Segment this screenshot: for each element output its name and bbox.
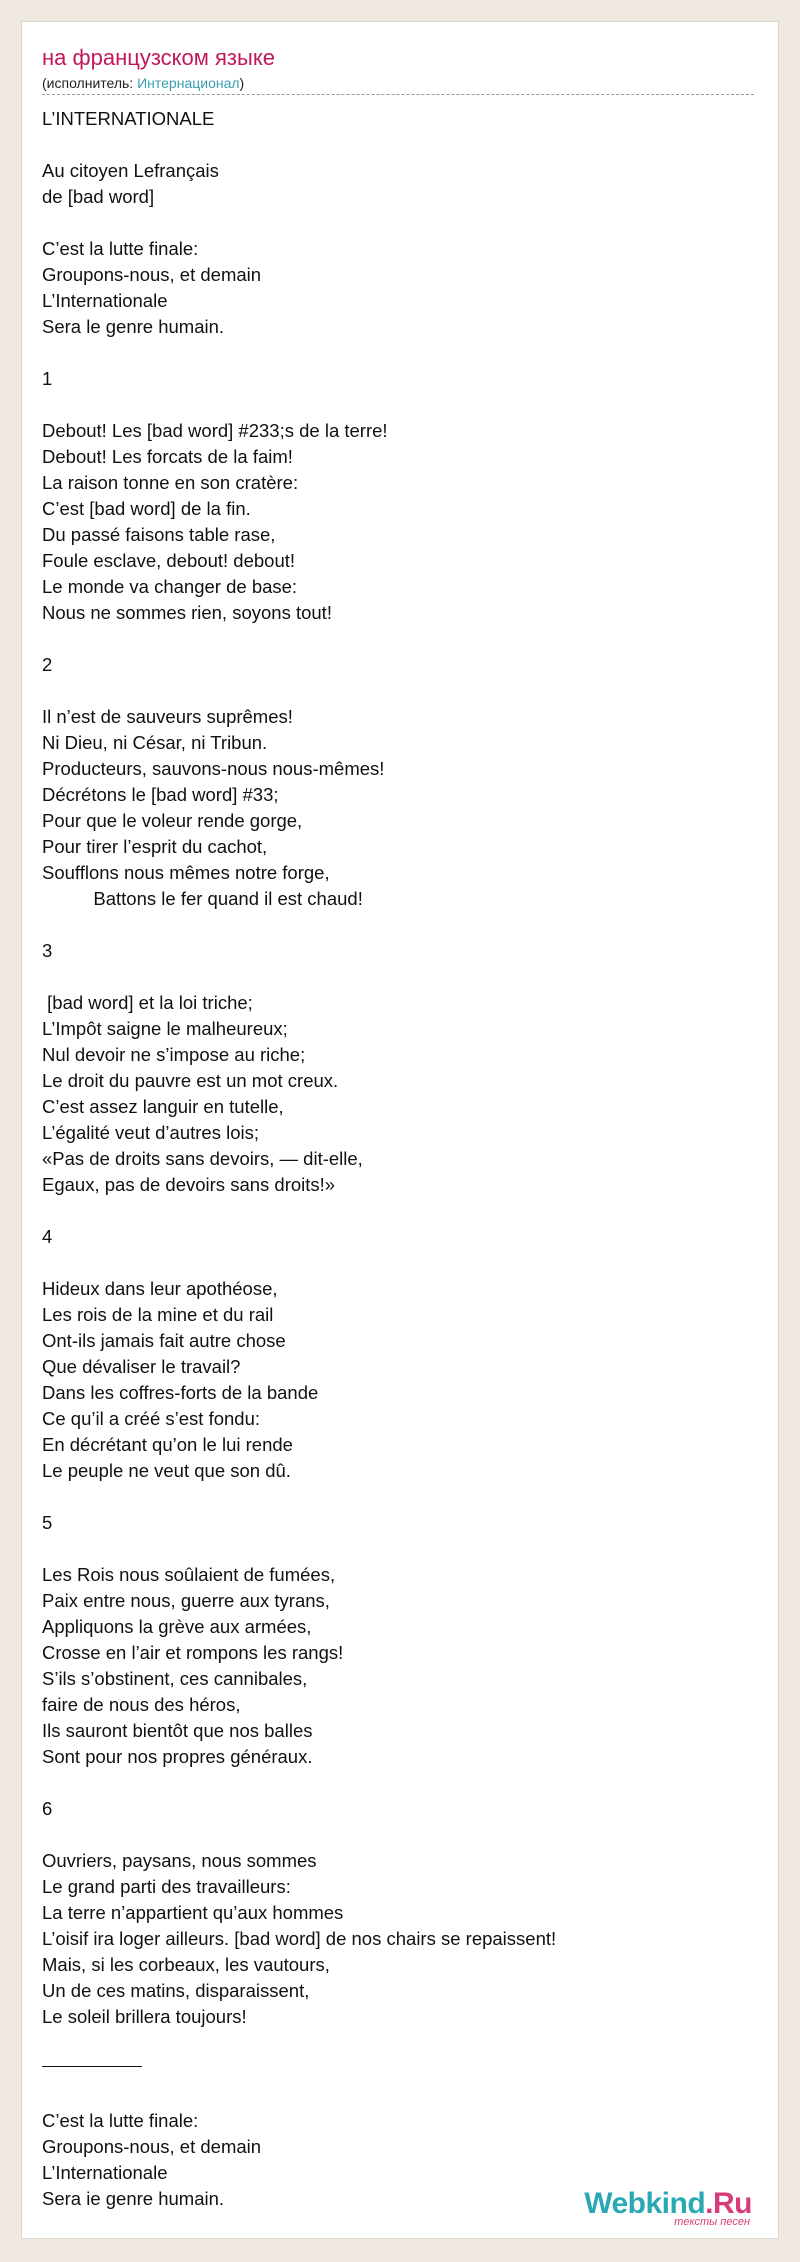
lyric-line xyxy=(42,2030,742,2056)
lyric-line: Battons le fer quand il est chaud! xyxy=(42,888,363,909)
logo-name: Webkind xyxy=(584,2187,706,2220)
page-title: на французском языке xyxy=(42,45,275,70)
lyric-line xyxy=(42,132,742,158)
site-logo[interactable] xyxy=(584,2188,752,2228)
lyric-line: Sera le genre humain. xyxy=(42,316,225,337)
lyric-line: Sera ie genre humain. xyxy=(42,2188,225,2209)
lyric-line: 1 xyxy=(42,368,53,389)
lyric-line xyxy=(42,1484,742,1510)
lyric-line: 5 xyxy=(42,1512,53,1533)
lyric-line: L’Internationale xyxy=(42,290,168,311)
header-divider xyxy=(42,94,754,95)
lyric-line: S’ils s’obstinent, ces cannibales, xyxy=(42,1668,308,1689)
lyric-line: Paix entre nous, guerre aux tyrans, xyxy=(42,1590,330,1611)
lyric-line: Groupons-nous, et demain xyxy=(42,2136,262,2157)
lyric-line: C’est [bad word] de la fin. xyxy=(42,498,251,519)
lyric-line: Crosse en l’air et rompons les rangs! xyxy=(42,1642,344,1663)
lyric-line: Debout! Les forcats de la faim! xyxy=(42,446,293,467)
lyric-line: Ouvriers, paysans, nous sommes xyxy=(42,1850,317,1871)
lyric-line: Le grand parti des travailleurs: xyxy=(42,1876,291,1897)
lyric-line xyxy=(42,1536,742,1562)
lyric-line xyxy=(42,964,742,990)
lyric-line xyxy=(42,678,742,704)
lyric-line: 2 xyxy=(42,654,53,675)
lyric-line: Groupons-nous, et demain xyxy=(42,264,262,285)
lyric-line: L’égalité veut d’autres lois; xyxy=(42,1122,259,1143)
lyric-line xyxy=(42,626,742,652)
lyric-line: Décrétons le [bad word] #33; xyxy=(42,784,279,805)
lyric-line: Ce qu’il a créé s’est fondu: xyxy=(42,1408,261,1429)
lyric-line: Hideux dans leur apothéose, xyxy=(42,1278,278,1299)
lyric-line: Un de ces matins, disparaissent, xyxy=(42,1980,310,2001)
lyric-line: La raison tonne en son cratère: xyxy=(42,472,299,493)
lyric-line: Les Rois nous soûlaient de fumées, xyxy=(42,1564,336,1585)
lyric-line xyxy=(42,2082,742,2108)
lyric-line: Le monde va changer de base: xyxy=(42,576,298,597)
lyric-line: Foule esclave, debout! debout! xyxy=(42,550,296,571)
lyric-line: Mais, si les corbeaux, les vautours, xyxy=(42,1954,330,1975)
lyric-line xyxy=(42,1770,742,1796)
lyric-line: Producteurs, sauvons-nous nous-mêmes! xyxy=(42,758,385,779)
lyric-line: L’Impôt saigne le malheureux; xyxy=(42,1018,288,1039)
lyric-line xyxy=(42,340,742,366)
lyric-line: Soufflons nous mêmes notre forge, xyxy=(42,862,330,883)
lyric-line: Au citoyen Lefrançais xyxy=(42,160,219,181)
lyric-line: Debout! Les [bad word] #233;s de la terre! xyxy=(42,420,388,441)
lyric-line: Que dévaliser le travail? xyxy=(42,1356,241,1377)
lyric-line: C’est la lutte finale: xyxy=(42,238,199,259)
lyric-line xyxy=(42,1250,742,1276)
lyric-line: Ont-ils jamais fait autre chose xyxy=(42,1330,286,1351)
performer-suffix: ) xyxy=(239,75,245,91)
performer-prefix: (исполнитель: xyxy=(42,75,138,91)
lyric-line: 4 xyxy=(42,1226,53,1247)
lyric-line: «Pas de droits sans devoirs, — dit-elle, xyxy=(42,1148,363,1169)
lyric-line: Nul devoir ne s’impose au riche; xyxy=(42,1044,306,1065)
performer-line xyxy=(42,74,244,92)
performer-link[interactable]: Интернационал xyxy=(137,75,240,91)
logo-tagline: тексты песен xyxy=(674,2216,750,2228)
separator-rule xyxy=(42,2056,742,2082)
lyric-line: L’oisif ira loger ailleurs. [bad word] de nos chairs se repaissent! xyxy=(42,1928,557,1949)
lyric-line: faire de nous des héros, xyxy=(42,1694,241,1715)
logo-tld: .Ru xyxy=(705,2187,752,2220)
lyric-line: Sont pour nos propres généraux. xyxy=(42,1746,313,1767)
lyric-line: Nous ne sommes rien, soyons tout! xyxy=(42,602,332,623)
lyric-line: 6 xyxy=(42,1798,53,1819)
lyric-line: [bad word] et la loi triche; xyxy=(42,992,253,1013)
lyric-line: Le droit du pauvre est un mot creux. xyxy=(42,1070,339,1091)
lyric-line: de [bad word] xyxy=(42,186,155,207)
lyric-line: Le soleil brillera toujours! xyxy=(42,2006,247,2027)
lyric-line: Pour tirer l’esprit du cachot, xyxy=(42,836,268,857)
lyric-line: En décrétant qu’on le lui rende xyxy=(42,1434,293,1455)
lyric-line xyxy=(42,392,742,418)
lyric-line: C’est la lutte finale: xyxy=(42,2110,199,2131)
lyric-line: Appliquons la grève aux armées, xyxy=(42,1616,312,1637)
lyrics-card xyxy=(21,21,779,2239)
lyric-line: 3 xyxy=(42,940,53,961)
lyric-line: Ni Dieu, ni César, ni Tribun. xyxy=(42,732,268,753)
lyric-line: Du passé faisons table rase, xyxy=(42,524,276,545)
lyric-line xyxy=(42,1822,742,1848)
lyric-line: Pour que le voleur rende gorge, xyxy=(42,810,303,831)
lyric-line: Le peuple ne veut que son dû. xyxy=(42,1460,291,1481)
lyric-line: Il n’est de sauveurs suprêmes! xyxy=(42,706,293,727)
lyrics-text xyxy=(42,106,742,2212)
lyric-line xyxy=(42,210,742,236)
lyric-line: La terre n’appartient qu’aux hommes xyxy=(42,1902,344,1923)
lyric-line: L’INTERNATIONALE xyxy=(42,108,215,129)
lyric-line: Egaux, pas de devoirs sans droits!» xyxy=(42,1174,336,1195)
lyric-line: L’Internationale xyxy=(42,2162,168,2183)
lyric-line: Les rois de la mine et du rail xyxy=(42,1304,274,1325)
lyric-line: C’est assez languir en tutelle, xyxy=(42,1096,284,1117)
lyric-line xyxy=(42,912,742,938)
lyric-line: Dans les coffres-forts de la bande xyxy=(42,1382,319,1403)
lyric-line xyxy=(42,1198,742,1224)
lyric-line: Ils sauront bientôt que nos balles xyxy=(42,1720,313,1741)
